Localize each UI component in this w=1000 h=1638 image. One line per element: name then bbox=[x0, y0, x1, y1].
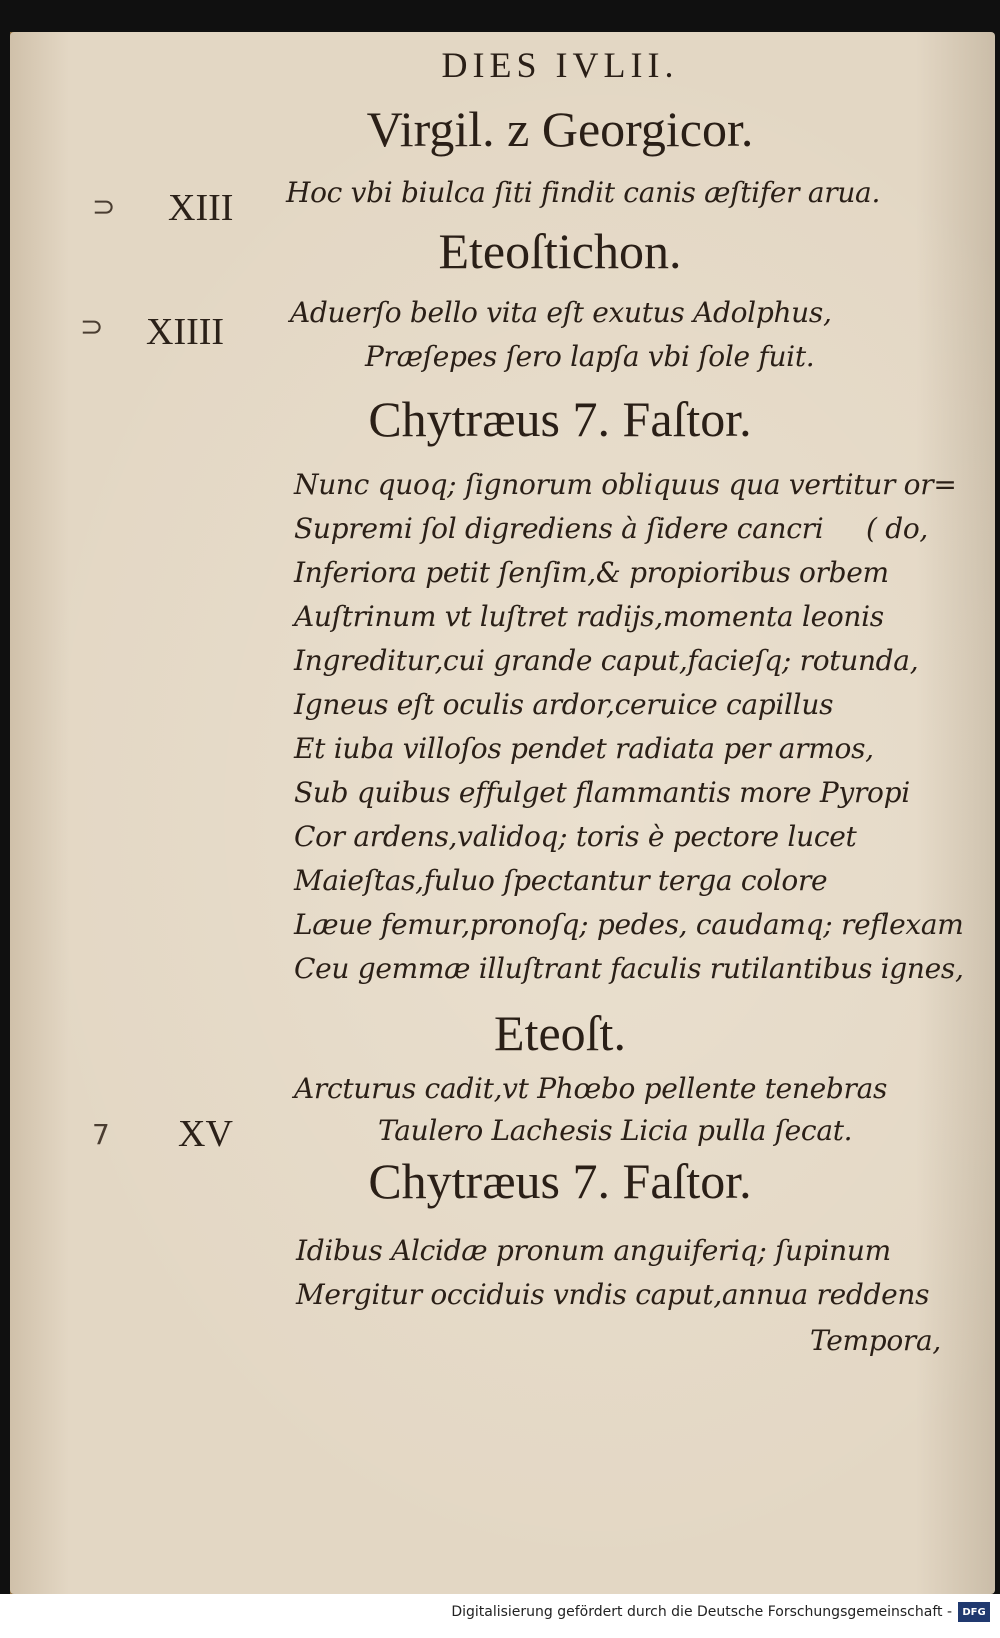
section-heading-chytraeus-2: Chytræus 7. Faſtor. bbox=[368, 1153, 752, 1209]
verse-line: Præſepes ſero lapſa vbi ſole fuit. bbox=[365, 340, 815, 373]
section-heading-eteost: Eteoſt. bbox=[494, 1005, 626, 1061]
margin-mark: 7 bbox=[92, 1118, 110, 1151]
digitization-footer bbox=[0, 1594, 1000, 1638]
verse-line: Maieſtas,fuluo ſpectantur terga colore bbox=[294, 864, 828, 897]
verse-line: Arcturus cadit,vt Phœbo pellente tenebras bbox=[294, 1072, 888, 1105]
verse-line: Cor ardens,validoq; toris è pectore lucet bbox=[294, 820, 857, 853]
verse-line: Idibus Alcidæ pronum anguiferiq; ſupinum bbox=[296, 1234, 891, 1267]
margin-mark: ⊃ bbox=[80, 310, 104, 343]
verse-line-fragment: ( do, bbox=[866, 512, 929, 545]
day-numeral-xiii: XIII bbox=[168, 187, 234, 229]
footer-credit-text: Digitalisierung gefördert durch die Deutsche Forschungsgemeinschaft - bbox=[451, 1604, 952, 1620]
verse-line: Supremi ſol digrediens à ſidere cancri bbox=[294, 512, 824, 545]
day-numeral-xv: XV bbox=[178, 1113, 233, 1155]
section-heading-eteostichon: Eteoſtichon. bbox=[438, 223, 682, 279]
verse-line: Sub quibus effulget flammantis more Pyropi bbox=[294, 776, 910, 809]
verse-line: Mergitur occiduis vndis caput,annua reddens bbox=[296, 1278, 930, 1311]
catchword: Tempora, bbox=[810, 1324, 941, 1357]
running-head: DIES IVLII. bbox=[441, 45, 679, 85]
verse-line: Ceu gemmæ illuſtrant faculis rutilantibus ignes, bbox=[294, 952, 964, 985]
verse-line: Aduerſo bello vita eſt exutus Adolphus, bbox=[290, 296, 832, 329]
verse-line: Auſtrinum vt luſtret radijs,momenta leonis bbox=[294, 600, 884, 633]
verse-line: Ingreditur,cui grande caput,facieſq; rotunda, bbox=[294, 644, 919, 677]
section-heading-virgil: Virgil. z Georgicor. bbox=[366, 101, 754, 157]
verse-line: Nunc quoq; ſignorum obliquus qua vertitur or= bbox=[294, 468, 957, 501]
verse-line: Taulero Lachesis Licia pulla ſecat. bbox=[378, 1114, 853, 1147]
verse-line: Et iuba villoſos pendet radiata per armos, bbox=[294, 732, 874, 765]
day-numeral-xiiii: XIIII bbox=[146, 311, 225, 353]
dfg-logo: DFG bbox=[958, 1602, 990, 1622]
verse-line: Igneus eſt oculis ardor,ceruice capillus bbox=[294, 688, 834, 721]
section-heading-chytraeus: Chytræus 7. Faſtor. bbox=[368, 391, 752, 447]
verse-line: Inferiora petit ſenſim,& propioribus orbem bbox=[294, 556, 889, 589]
verse-line: Læue femur,pronoſq; pedes, caudamq; reflexam bbox=[294, 908, 964, 941]
margin-mark: ⊃ bbox=[92, 190, 116, 223]
verse-line: Hoc vbi biulca ſiti findit canis æſtifer arua. bbox=[286, 176, 881, 209]
